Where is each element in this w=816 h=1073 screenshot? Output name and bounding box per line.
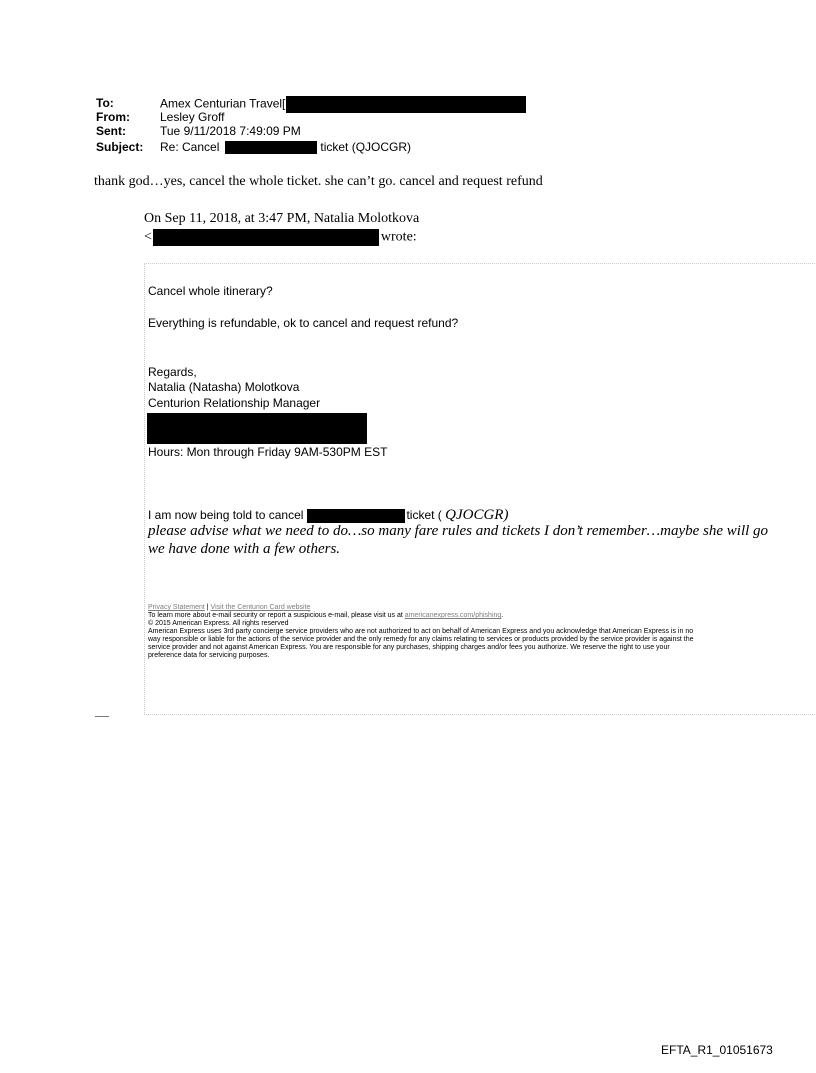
footer-disclaimer-1: American Express uses 3rd party concierge service providers who are not authorized to act on behalf of American Express and you acknowledge that American Express is in no <box>148 628 694 635</box>
quote-intro-lt: < <box>144 229 152 245</box>
signature-hours: Hours: Mon through Friday 9AM-530PM EST <box>148 445 388 459</box>
quote-intro-wrote: wrote: <box>380 229 417 245</box>
divider <box>95 716 109 717</box>
bates-number: EFTA_R1_01051673 <box>661 1043 773 1057</box>
told-mid: ticket ( <box>406 508 442 522</box>
footer-disclaimer-2: way responsible or liable for the actions of the service provider and the only remedy for any claims relating to services or products provided by the service provider is against the <box>148 636 694 643</box>
footer-separator: | <box>206 604 209 611</box>
from-value: Lesley Groff <box>160 110 225 124</box>
signature-name: Natalia (Natasha) Molotkova <box>148 380 300 394</box>
phishing-link[interactable]: americanexpress.com/phishing <box>404 612 502 619</box>
redaction-block <box>286 96 526 113</box>
reply-body: thank god…yes, cancel the whole ticket. she can’t go. cancel and request refund <box>94 174 543 189</box>
footer-learn-text: To learn more about e-mail security or report a suspicious e-mail, please visit us at <box>148 612 403 619</box>
signature-title: Centurion Relationship Manager <box>148 396 321 410</box>
to-recipient: Amex Centurian Travel[ <box>160 96 286 111</box>
quoted-message <box>144 263 816 715</box>
quoted-line-refundable: Everything is refundable, ok to cancel and request refund? <box>148 316 459 330</box>
subject-suffix: ticket (QJOCGR) <box>320 140 412 154</box>
redaction-block <box>147 413 367 444</box>
quoted-line-advise-2: we have done with a few others. <box>148 541 341 557</box>
quoted-line-cancel: Cancel whole itinerary? <box>148 284 273 298</box>
subject-value <box>160 140 411 154</box>
redaction-block <box>153 229 379 246</box>
footer-disclaimer-3: service provider and not against American Express. You are responsible for any purchases, shipping charges and/or fees you authorize. We reserve the right to use your <box>148 644 670 651</box>
footer-period: . <box>501 612 504 619</box>
quoted-line-advise-1: please advise what we need to do…so many fare rules and tickets I don’t remember…maybe she will go <box>148 523 769 539</box>
quoted-line-told <box>148 508 508 523</box>
sent-value: Tue 9/11/2018 7:49:09 PM <box>160 124 301 138</box>
told-code: QJOCGR) <box>445 507 509 523</box>
from-label: From: <box>96 110 130 124</box>
quote-intro-line1: On Sep 11, 2018, at 3:47 PM, Natalia Molotkova <box>144 211 420 226</box>
to-label: To: <box>96 96 114 110</box>
redaction-block <box>225 141 317 154</box>
footer-security <box>148 612 503 620</box>
subject-prefix: Re: Cancel <box>160 140 220 154</box>
quote-intro-line2 <box>144 229 417 246</box>
centurion-website-link[interactable]: Visit the Centurion Card website <box>210 604 311 611</box>
footer-links <box>148 604 310 612</box>
footer-copyright: © 2015 American Express. All rights reserved <box>148 620 289 627</box>
told-prefix: I am now being told to cancel <box>148 508 304 522</box>
signature-regards: Regards, <box>148 365 197 379</box>
footer-disclaimer-4: preference data for servicing purposes. <box>148 652 270 659</box>
sent-label: Sent: <box>96 124 126 138</box>
redaction-block <box>307 509 405 523</box>
privacy-statement-link[interactable]: Privacy Statement <box>148 604 205 611</box>
subject-label: Subject: <box>96 140 144 154</box>
